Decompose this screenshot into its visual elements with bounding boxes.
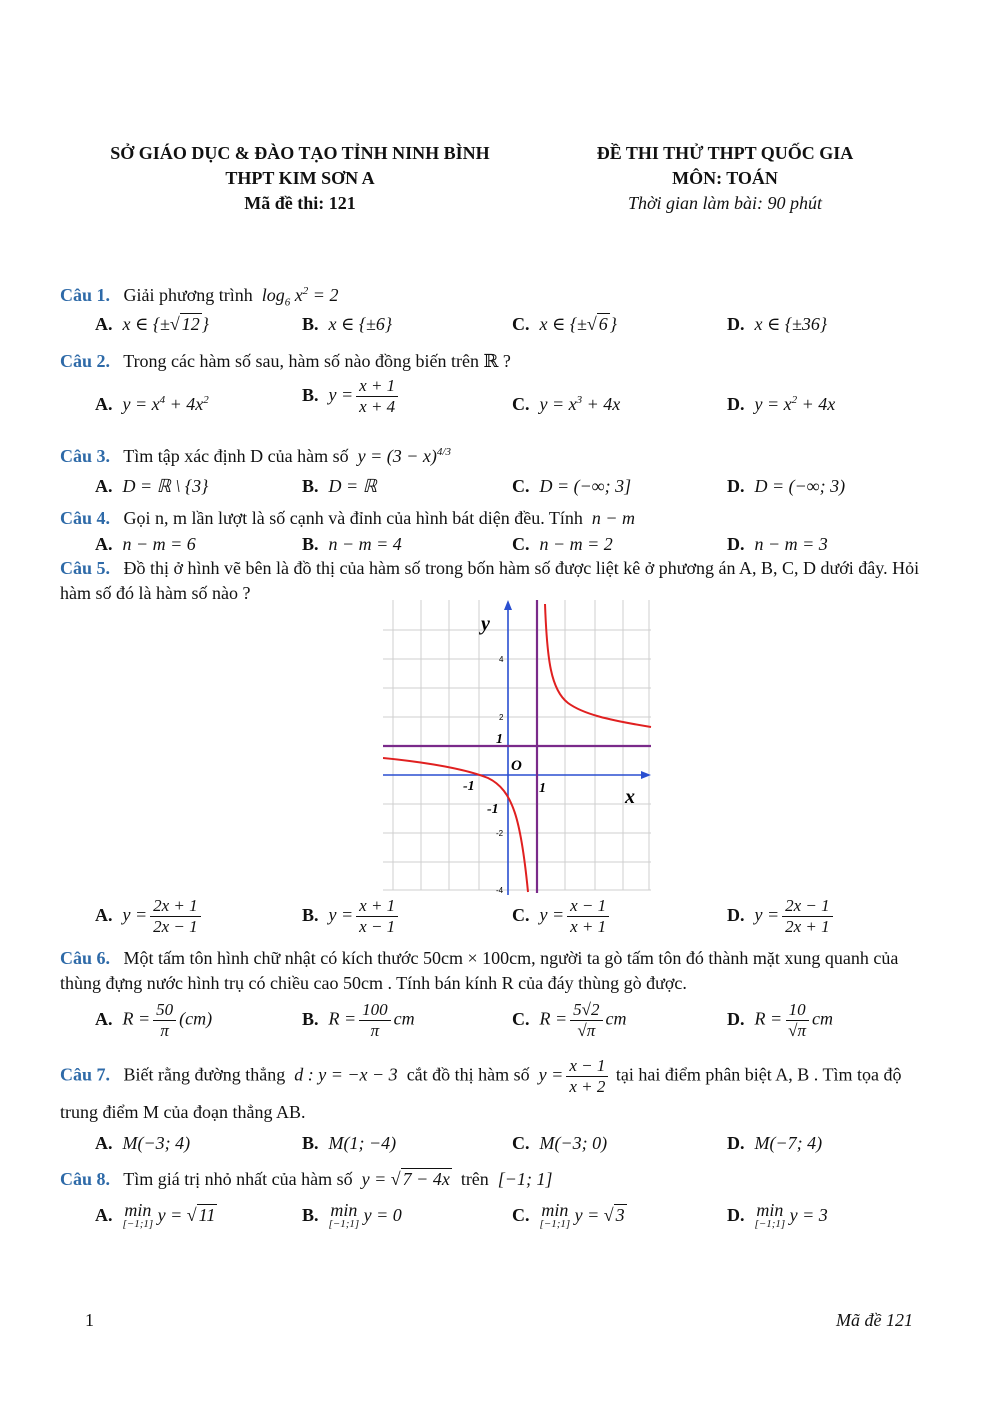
question-text: Gọi n, m lần lượt là số cạnh và đỉnh của hình bát diện đều. Tính <box>123 508 583 528</box>
option-b[interactable]: B. M(1; −4) <box>302 1133 397 1153</box>
question-6 <box>60 946 940 996</box>
option-a[interactable]: A. y = $\frac{2x + 1}{2x - 1}$ <box>95 896 204 937</box>
x-tick-m1: -1 <box>463 779 475 794</box>
question-text: Tìm tập xác định D của hàm số <box>123 446 349 466</box>
option-b[interactable]: B. y = $\frac{x + 1}{x + 4}$ <box>302 376 401 417</box>
option-b[interactable]: B. R = $\frac{100}{\pi}$ cm <box>302 1000 415 1040</box>
option-c[interactable]: C. n − m = 2 <box>512 534 613 554</box>
option-d[interactable]: D. n − m = 3 <box>727 534 828 554</box>
option-c[interactable]: C. R = $\frac{5√2}{√\pi}$ cm <box>512 1000 627 1040</box>
origin-label: O <box>511 758 522 774</box>
exam-title: ĐỀ THI THỬ THPT QUỐC GIA <box>596 143 854 163</box>
equation: $\log_6 x^2 = 2$ <box>257 285 339 309</box>
option-d[interactable]: D. R = $\frac{10}{√\pi}$ cm <box>727 1000 834 1040</box>
option-a[interactable]: A. $y = x^4 + 4x^2$ <box>95 394 209 414</box>
equation: $y = (3 - x)^{4/3}$ <box>353 446 451 466</box>
option-c[interactable]: C. D = (−∞; 3] <box>512 476 632 496</box>
y-tick-m1: -1 <box>487 802 499 817</box>
question-2 <box>60 349 940 374</box>
question-label: Câu 8. <box>60 1169 111 1189</box>
question-text: Một tấm tôn hình chữ nhật có kích thước 50cm × 100cm, người ta gò tấm tôn đó thành mặt xung quanh của thùng đựng nước hình trụ có chiều cao 50cm . Tính bán kính R của đáy thùng gò được. <box>60 948 899 993</box>
option-b[interactable]: B. y = $\frac{x + 1}{x - 1}$ <box>302 896 401 937</box>
option-a[interactable]: A. n − m = 6 <box>95 534 196 554</box>
option-c[interactable]: C. M(−3; 0) <box>512 1133 608 1153</box>
option-d[interactable]: D. D = (−∞; 3) <box>727 476 846 496</box>
option-c[interactable]: C. x ∈ {±√ 6 } <box>512 314 617 334</box>
option-b[interactable]: B. n − m = 4 <box>302 534 402 554</box>
y-tick-1: 1 <box>496 732 503 747</box>
option-d[interactable]: D. min [−1;1] y = 3 <box>727 1200 828 1230</box>
option-d[interactable]: D. y = $\frac{2x - 1}{2x + 1}$ <box>727 896 836 937</box>
option-b[interactable]: B. min [−1;1] y = 0 <box>302 1200 402 1230</box>
x-tick-1: 1 <box>539 781 546 796</box>
question-text: Đồ thị ở hình vẽ bên là đồ thị của hàm số trong bốn hàm số được liệt kê ở phương án A, B, C, D dưới đây. Hỏi hàm số đó là hàm số nào ? <box>60 558 920 603</box>
footer-exam-code: Mã đề 121 <box>836 1310 913 1330</box>
exam-duration: Thời gian làm bài: 90 phút <box>627 193 823 213</box>
school-name: THPT KIM SƠN A <box>225 168 375 188</box>
x-label: x <box>625 786 635 808</box>
y-small-m2: -2 <box>496 829 504 838</box>
curve-right-branch <box>545 604 651 727</box>
option-a[interactable]: A. M(−3; 4) <box>95 1133 191 1153</box>
option-a[interactable]: A. D = ℝ \ {3} <box>95 476 209 496</box>
y-small-2: 2 <box>499 713 504 722</box>
y-axis-arrow <box>504 600 512 610</box>
question-text: Giải phương trình <box>123 285 253 305</box>
question-label: Câu 7. <box>60 1064 111 1085</box>
option-b[interactable]: B. D = ℝ <box>302 476 377 496</box>
option-a[interactable]: A. min [−1;1] y = √ 11 <box>95 1200 216 1230</box>
option-b[interactable]: B. x ∈ {±6} <box>302 314 393 334</box>
curve-left-branch <box>383 758 528 892</box>
question-text: Trong các hàm số sau, hàm số nào đồng biến trên ℝ ? <box>123 351 511 371</box>
y-small-m4: -4 <box>496 886 504 895</box>
option-a[interactable]: A. x ∈ {±√ 12 } <box>95 314 209 334</box>
exam-subject: MÔN: TOÁN <box>672 168 778 188</box>
question-label: Câu 1. <box>60 285 111 305</box>
question-label: Câu 2. <box>60 351 111 371</box>
y-small-4: 4 <box>499 655 504 664</box>
question-3 <box>60 440 940 469</box>
option-c[interactable]: C. min [−1;1] y = √ 3 <box>512 1200 625 1230</box>
option-a[interactable]: A. R = $\frac{50}{\pi}$ (cm) <box>95 1000 213 1040</box>
question-label: Câu 3. <box>60 446 111 466</box>
question-5 <box>60 556 940 606</box>
exam-code: Mã đề thi: 121 <box>244 193 356 213</box>
question-label: Câu 5. <box>60 558 111 578</box>
question-label: Câu 6. <box>60 948 111 968</box>
option-c[interactable]: C. $y = x^3 + 4x$ <box>512 394 621 414</box>
option-c[interactable]: C. y = $\frac{x - 1}{x + 1}$ <box>512 896 612 937</box>
school-dept: SỞ GIÁO DỤC & ĐÀO TẠO TỈNH NINH BÌNH <box>110 143 490 163</box>
option-d[interactable]: D. x ∈ {±36} <box>727 314 828 334</box>
question-8: Câu 8. Tìm giá trị nhỏ nhất của hàm số y = √ 7 − 4x trên [−1; 1] <box>60 1169 553 1189</box>
question-1 <box>60 279 940 316</box>
option-d[interactable]: D. $y = x^2 + 4x$ <box>727 394 836 414</box>
question-4: Câu 4. Gọi n, m lần lượt là số cạnh và đỉnh của hình bát diện đều. Tính n − m <box>60 508 636 528</box>
y-label: y <box>481 613 490 635</box>
page-number: 1 <box>85 1310 94 1330</box>
question-7: Câu 7. Biết rằng đường thẳng d : y = −x − 3 cắt đồ thị hàm số y = $\frac{x - 1}{x + 2}$ tại hai điểm phân biệt A, B . Tìm tọa độ trung điểm M của đoạn thẳng AB. <box>60 1056 902 1122</box>
option-d[interactable]: D. M(−7; 4) <box>727 1133 823 1153</box>
function-graph <box>383 600 653 895</box>
question-label: Câu 4. <box>60 508 111 528</box>
